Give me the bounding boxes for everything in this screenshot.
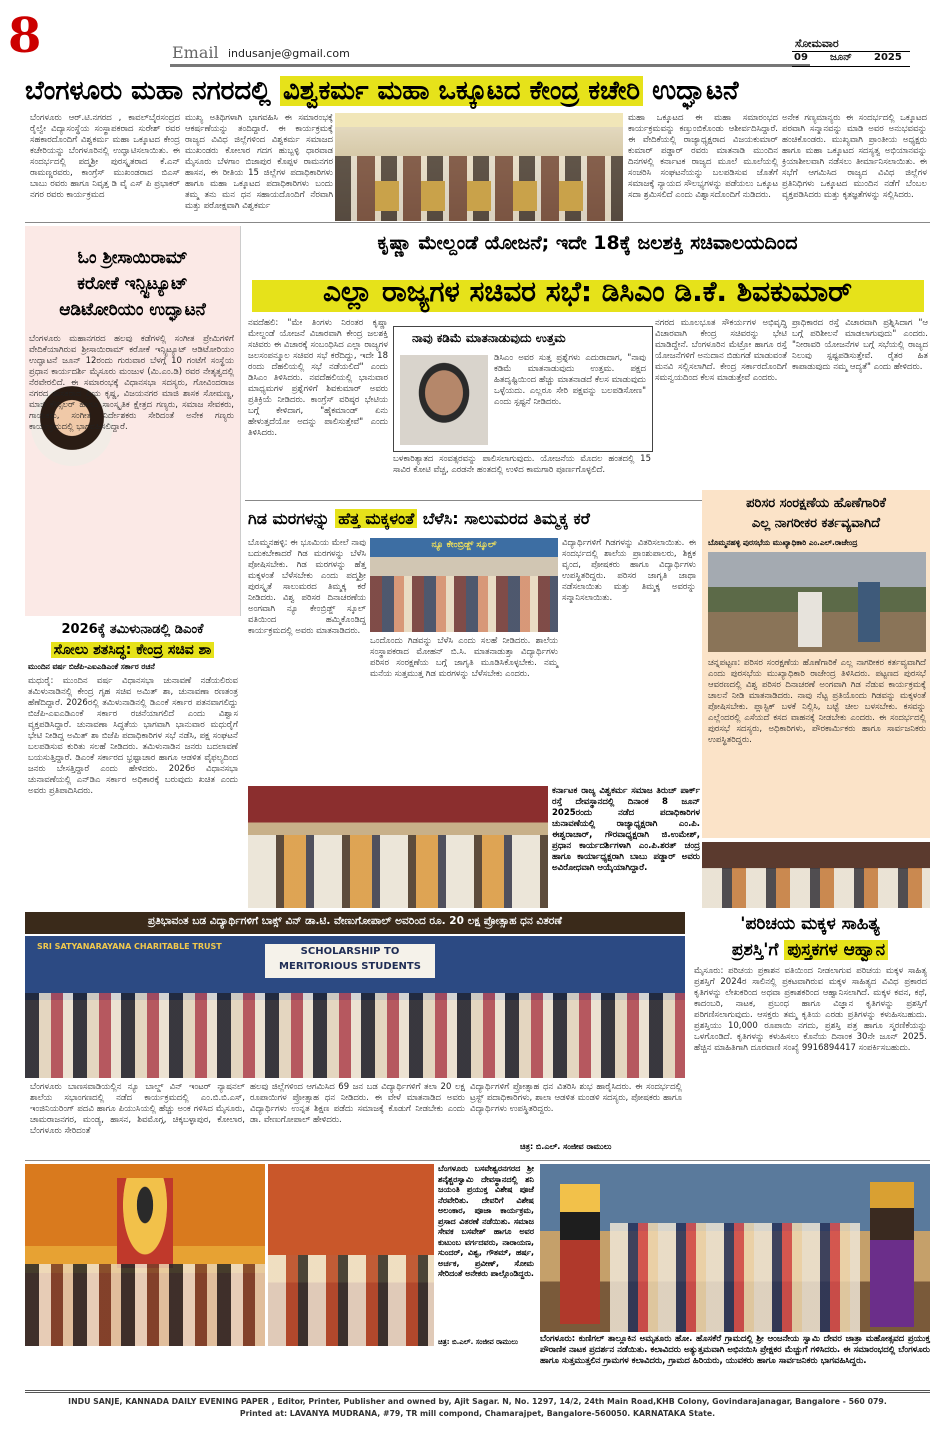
karaoke-headline-2: ಕರೋಕೆ ಇನ್ಸ್ಟಿಟ್ಯೂಟ್ (77, 274, 188, 294)
timmakka-photo (370, 538, 558, 632)
timmakka-col-2: ಒಂದೊಂದು ಗಿಡವನ್ನು ಬೆಳೆಸಿ ಎಂದು ಸಲಹೆ ನೀಡಿದರು. ಶಾಲೆಯ ಸಂಸ್ಥಾಪಕರಾದ ಮೋಹನ್ ಬಿ.ಸಿ. ಮಾತನಾಡುತ್ತಾ ವಿದ್ಯಾರ್ಥಿಗಳು ಪರಿಸರ ಸಂರಕ್ಷಣೆಯ ಬಗ್ಗೆ ಜಾಗೃತಿ ಮೂಡಿಸಿಕೊಳ್ಳಬೇಕು. ನಮ್ಮ ಮನೆಯ ಸುತ್ತಮುತ್ತ ಗಿಡ ಮರಗಳನ್ನು ಬೆಳೆಸಬೇಕು ಎಂದರು. (370, 636, 558, 679)
email-label: Email (172, 43, 219, 62)
sahitya-body: ಮೈಸೂರು: ಪರಿಚಯ ಪ್ರಕಾಶನ ವತಿಯಿಂದ ನೀಡಲಾಗುವ ಪರಿಚಯ ಮಕ್ಕಳ ಸಾಹಿತ್ಯ ಪ್ರಶಸ್ತಿಗೆ 2024ರ ಸಾಲಿನಲ್ಲಿ ಪ್ರಕಟವಾಗಿರುವ ಮಕ್ಕಳ ಸಾಹಿತ್ಯದ ವಿವಿಧ ಪ್ರಕಾರದ ಕೃತಿಗಳನ್ನು ಲೇಖಕರಿಂದ ಅಥವಾ ಪ್ರಕಾಶಕರಿಂದ ಆಹ್ವಾನಿಸಲಾಗಿದೆ. ಮಕ್ಕಳ ಕವನ, ಕಥೆ, ಕಾದಂಬರಿ, ನಾಟಕ, ಪ್ರಬಂಧ ಹಾಗೂ ವಿಜ್ಞಾನ ಕೃತಿಗಳನ್ನು ಪ್ರಶಸ್ತಿಗೆ ಪರಿಗಣಿಸಲಾಗುವುದು. ಆಸಕ್ತರು ತಮ್ಮ ಕೃತಿಯ ಎರಡು ಪ್ರತಿಗಳನ್ನು ಕಳುಹಿಸಬಹುದು. ಪ್ರಶಸ್ತಿಯು 10,000 ರೂಪಾಯಿ ನಗದು, ಪ್ರಶಸ್ತಿ ಪತ್ರ ಹಾಗೂ ಸ್ಮರಣಿಕೆಯನ್ನು ಒಳಗೊಂಡಿದೆ. ಕೃತಿಗಳನ್ನು ಕಳುಹಿಸಲು ಕೊನೆಯ ದಿನಾಂಕ 30ನೇ ಜೂನ್ 2025. ಹೆಚ್ಚಿನ ಮಾಹಿತಿಗಾಗಿ ದೂರವಾಣಿ ಸಂಖ್ಯೆ 9916894417 ಸಂಪರ್ಕಿಸಬಹುದು. (694, 966, 927, 1053)
timmakka-headline (248, 504, 696, 534)
date-day: 09 (794, 52, 808, 63)
dks-headline-2: ಎಲ್ಲಾ ರಾಜ್ಯಗಳ ಸಚಿವರ ಸಭೆ: ಡಿಸಿಎಂ ಡಿ.ಕೆ. ಶಿವಕುಮಾರ್ (322, 275, 853, 308)
dmk-subhead: ಮುಂದಿನ ವರ್ಷ ಬಿಜೆಪಿ-ಎಐಎಡಿಎಂಕೆ ಸರ್ಕಾರ ರಚನೆ (28, 662, 155, 671)
lead-col-2: ಮುಖ್ಯ ಅತಿಥಿಗಳಾಗಿ ಭಾಗವಹಿಸಿ ಈ ಸಮಾರಂಭಕ್ಕೆ ಆಕರ್ಷಣೆಯನ್ನು ತಂದಿದ್ದಾರೆ. ಈ ಕಾರ್ಯಕ್ರಮಕ್ಕೆ ರಾಜ್ಯದ ವಿವಿಧ ಜಿಲ್ಲೆಗಳಿಂದ ವಿಶ್ವಕರ್ಮ ಸಮಾಜದ ಮುಖಂಡರು ಕೋಲಾರ ಗದಗ ಹುಬ್ಬಳ್ಳಿ ಧಾರವಾಡ ಮೈಸೂರು ಬೆಳಗಾಂ ಬಿಜಾಪುರ ಕೊಪ್ಪಳ ರಾಮನಗರ ಹಾಸನ, ಈ ರೀತಿಯ 15 ಜಿಲ್ಲೆಗಳ ಪದಾಧಿಕಾರಿಗಳು ಹಾಗೂ ಮಹಾ ಒಕ್ಕೂಟದ ಪದಾಧಿಕಾರಿಗಳು ಬಂದು ತಮ್ಮ ತನು ಮನ ಧನ ಸಹಾಯದೊಂದಿಗೆ ನೆರವಾಗಿ ಮತ್ತು ಪರೋಕ್ಷವಾಗಿ ವಿಶ್ವಕರ್ಮ (185, 113, 333, 211)
dks-col-3: ನಗರದ ಮೂಲಭೂತ ಸೌಕರ್ಯಗಳ ಅಭಿವೃದ್ಧಿ ವಿಚಾರವಾಗಿ ಕೇಂದ್ರ ಸಚಿವರನ್ನು ಭೇಟಿ ಮಾಡಿದ್ದೇನೆ. ಬೆಂಗಳೂರಿನ ಮೆಟ್ರೋ ಹಾಗೂ ರಸ್ತೆ ಯೋಜನೆಗಳಿಗೆ ಅನುದಾನ ಬಿಡುಗಡೆ ಮಾಡುವಂತೆ ಮನವಿ ಸಲ್ಲಿಸಲಾಗಿದೆ. ಕೇಂದ್ರ ಸರ್ಕಾರದೊಂದಿಗೆ ಸಮನ್ವಯದಿಂದ ಕೆಲಸ ಮಾಡುತ್ತೇವೆ ಎಂದರು. (655, 318, 787, 383)
dks-inset-text: ಡಿಸಿಎಂ ಅವರ ಸುತ್ತ ಪ್ರಶ್ನೆಗಳು ಎದುರಾದಾಗ, "ನಾವು ಕಡಿಮೆ ಮಾತನಾಡುವುದು ಉತ್ತಮ. ಪಕ್ಷದ ಹಿತದೃಷ್ಟಿಯಿಂದ ಹೆಚ್ಚು ಮಾತನಾಡದೆ ಕೆಲಸ ಮಾಡುವುದು ಒಳ್ಳೆಯದು. ಎಲ್ಲರೂ ಸೇರಿ ಪಕ್ಷವನ್ನು ಬಲಪಡಿಸೋಣ" ಎಂದು ಸ್ಪಷ್ಟನೆ ನೀಡಿದರು. (494, 353, 646, 407)
idol-frames (375, 181, 585, 211)
scholarship-credit: ಚಿತ್ರ: ಬಿ.ಎಲ್. ಸಂಜೀವ ರಾಮುಲು (520, 1142, 612, 1151)
scholarship-col-1: ಬೆಂಗಳೂರು ಬಾಣಸವಾಡಿಯಲ್ಲಿನ ನ್ಯೂ ಬಾಲ್ಡ್ ವಿನ್ ಇಂಟರ್ ನ್ಯಾಷನಲ್ ಶಾಲೆಯ ಸಭಾಂಗಣದಲ್ಲಿ ನಡೆದ ಕಾರ್ಯಕ್ರಮದಲ್ಲಿ ಎಂ.ಬಿ.ಬಿ.ಎಸ್, ಇಂಜಿನಿಯರಿಂಗ್ ಪದವಿ ಹಾಗೂ ಪಿಯುಸಿಯಲ್ಲಿ ಹೆಚ್ಚು ಅಂಕ ಗಳಿಸಿದ ಮೈಸೂರು, ಚಾಮರಾಜನಗರ, ಮಂಡ್ಯ, ಹಾಸನ, ಶಿವಮೊಗ್ಗ, ಚಿಕ್ಕಬಳ್ಳಾಪುರ, ಕೋಲಾರ, ಬೆಂಗಳೂರು ಸೇರಿದಂತೆ (30, 1082, 245, 1136)
page-number: 8 (8, 8, 42, 64)
scholarship-photo (25, 936, 685, 1078)
dks-headline-1: ಕೃಷ್ಣಾ ಮೇಲ್ದಂಡೆ ಯೋಜನೆ; ಇದೇ 18ಕ್ಕೆ ಜಲಶಕ್ತಿ ಸಚಿವಾಲಯದಿಂದ (377, 232, 798, 254)
lead-headline-part3: ಉದ್ಘಾಟನೆ (652, 76, 739, 106)
dks-bottom: ಬಳಕಾರಿತ್ಯಾತದ ಸಂವತ್ಸರವನ್ನು ಪಾಲಿಸಲಾಗುವುದು. ಯೋಜನೆಯ ಮೊದಲ ಹಂತದಲ್ಲಿ 15 ಸಾವಿರ ಕೋಟಿ ವೆಚ್ಚ, ಎರಡನೇ ಹಂತದಲ್ಲಿ ಉಳಿದ ಕಾಮಗಾರಿ ಪೂರ್ಣಗೊಳ್ಳಲಿದೆ. (393, 454, 651, 475)
date-month: ಜೂನ್ (830, 52, 852, 63)
lead-headline-highlight: ವಿಶ್ವಕರ್ಮ ಮಹಾ ಒಕ್ಕೂಟದ ಕೇಂದ್ರ ಕಚೇರಿ (280, 76, 643, 106)
scholarship-banner (25, 912, 685, 934)
lead-headline-part1: ಬೆಂಗಳೂರು ಮಹಾ ನಗರದಲ್ಲಿ (25, 76, 271, 106)
timmakka-col-1: ಬೊಮ್ಮನಹಳ್ಳಿ: ಈ ಭೂಮಿಯ ಮೇಲೆ ನಾವು ಬದುಕಬೇಕಾದರೆ ಗಿಡ ಮರಗಳನ್ನು ಬೆಳೆಸಿ ಪೋಷಿಸಬೇಕು. ಗಿಡ ಮರಗಳನ್ನು ಹೆತ್ತ ಮಕ್ಕಳಂತೆ ಬೆಳೆಸಬೇಕು ಎಂದು ಪದ್ಮಶ್ರೀ ಪುರಸ್ಕೃತೆ ಸಾಲುಮರದ ತಿಮ್ಮಕ್ಕ ಕರೆ ನೀಡಿದರು. ವಿಶ್ವ ಪರಿಸರ ದಿನಾಚರಣೆಯ ಅಂಗವಾಗಿ ನ್ಯೂ ಕೇಂಬ್ರಿಡ್ಜ್ ಸ್ಕೂಲ್ ವತಿಯಿಂದ ಹಮ್ಮಿಕೊಂಡಿದ್ದ ಕಾರ್ಯಕ್ರಮದಲ್ಲಿ ಅವರು ಮಾತನಾಡಿದರು. (248, 538, 366, 636)
email-address[interactable]: indusanje@gmail.com (228, 47, 350, 60)
scholarship-stage-title: SCHOLARSHIP TO MERITORIOUS STUDENTS (265, 944, 435, 978)
timmakka-col-3: ವಿದ್ಯಾರ್ಥಿಗಳಿಗೆ ಗಿಡಗಳನ್ನು ವಿತರಿಸಲಾಯಿತು. ಈ ಸಂದರ್ಭದಲ್ಲಿ ಶಾಲೆಯ ಪ್ರಾಂಶುಪಾಲರು, ಶಿಕ್ಷಕ ವೃಂದ, ಪೋಷಕರು ಹಾಗೂ ವಿದ್ಯಾರ್ಥಿಗಳು ಉಪಸ್ಥಿತರಿದ್ದರು. ಪರಿಸರ ಜಾಗೃತಿ ಜಾಥಾ ನಡೆಸಲಾಯಿತು ಮತ್ತು ತಿಮ್ಮಕ್ಕ ಅವರನ್ನು ಸನ್ಮಾನಿಸಲಾಯಿತು. (562, 538, 696, 603)
scholarship-col-2: ಹಲವು ಜಿಲ್ಲೆಗಳಿಂದ ಆಗಮಿಸಿದ 69 ಜನ ಬಡ ವಿದ್ಯಾರ್ಥಿಗಳಿಗೆ ತಲಾ 20 ಲಕ್ಷ ರೂಪಾಯಿಗಳ ಪ್ರೋತ್ಸಾಹ ಧನ ನೀಡಿದರು. ಈ ವೇಳೆ ಮಾತನಾಡಿದ ಅವರು ವಿದ್ಯಾರ್ಥಿಗಳು ಉನ್ನತ ಶಿಕ್ಷಣ ಪಡೆದು ಸಮಾಜಕ್ಕೆ ಕೊಡುಗೆ ನೀಡಬೇಕು ಎಂದು ಡಾ. ವೇಣುಗೋಪಾಲ್ ಹೇಳಿದರು. (250, 1082, 465, 1125)
footer (25, 1390, 930, 1421)
parisara-headline-1: ಪರಿಸರ ಸಂರಕ್ಷಣೆಯ ಹೊಣೆಗಾರಿಕೆ (746, 496, 886, 511)
lead-col-4: ಅನೇಕ ಗಣ್ಯಮಾನ್ಯರು ಈ ಸಂದರ್ಭದಲ್ಲಿ ಒಕ್ಕೂಟದ ಪರವಾಗಿ ಸನ್ಮಾನವನ್ನು ಮಾಡಿ ಅವರ ಅನುಭವವನ್ನು ಹಂಚಿಕೊಂಡರು. ಮುಖ್ಯವಾಗಿ ಪ್ರಾಂತೀಯ ಅಧ್ಯಕ್ಷರು ಹಾಗೂ ಮಹಾ ಒಕ್ಕೂಟದ ಸದಸ್ಯತ್ವ ಅಭಿಯಾನವನ್ನು ಕ್ರಿಯಾಶೀಲವಾಗಿ ನಡೆಸಲು ತೀರ್ಮಾನಿಸಲಾಯಿತು. ಈ ಸಭೆಗೆ ಆಗಮಿಸಿದ ರಾಜ್ಯದ ವಿವಿಧ ಜಿಲ್ಲೆಗಳ ಪ್ರತಿನಿಧಿಗಳು ಒಕ್ಕೂಟದ ಮುಂದಿನ ನಡೆಗೆ ಬೆಂಬಲ ವ್ಯಕ್ತಪಡಿಸಿದರು ಮತ್ತು ಕೃತಜ್ಞತೆಗಳನ್ನು ಸಲ್ಲಿಸಿದರು. (782, 113, 927, 200)
person-figure (858, 582, 880, 642)
parisara-subhead: ಬೊಮ್ಮನಹಳ್ಳಿ ಪುರಸಭೆಯ ಮುಖ್ಯಾಧಿಕಾರಿ ಎಂ.ಎಲ್.ರಾಜೇಂದ್ರ (708, 538, 858, 547)
costume-figure (560, 1184, 600, 1324)
deity-figure (117, 1178, 173, 1268)
group-figures (25, 1264, 265, 1346)
temple-credit: ಚಿತ್ರ: ಬಿ.ಎಲ್. ಸಂಜೀವ ರಾಮುಲು (438, 1338, 518, 1346)
lead-photo (335, 113, 623, 221)
parisara-headline-2: ಎಲ್ಲ ನಾಗರೀಕರ ಕರ್ತವ್ಯವಾಗಿದೆ (751, 516, 881, 531)
sahitya-headline-2-part1: ಪ್ರಶಸ್ತಿ'ಗೆ (731, 940, 779, 960)
dmk-body: ಮಧುರೈ: ಮುಂದಿನ ವರ್ಷ ವಿಧಾನಸಭಾ ಚುನಾವಣೆ ನಡೆಯಲಿರುವ ತಮಿಳುನಾಡಿನಲ್ಲಿ ಕೇಂದ್ರ ಗೃಹ ಸಚಿವ ಅಮಿತ್ ಶಾ, ಚುನಾವಣಾ ರಣತಂತ್ರ ಹೆಣೆದಿದ್ದಾರೆ. 2026ರಲ್ಲಿ ತಮಿಳುನಾಡಿನಲ್ಲಿ ಡಿಎಂಕೆ ಸರ್ಕಾರ ಪತನವಾಗಲಿದ್ದು ಬಿಜೆಪಿ-ಎಐಎಡಿಎಂಕೆ ಸರ್ಕಾರ ರಚನೆಯಾಗಲಿದೆ ಎಂದು ವಿಶ್ವಾಸ ವ್ಯಕ್ತಪಡಿಸಿದ್ದಾರೆ. ಚುನಾವಣಾ ಸಿದ್ಧತೆಯ ಭಾಗವಾಗಿ ಭಾನುವಾರ ಮಧುರೈಗೆ ಭೇಟಿ ನೀಡಿದ್ದ ಅಮಿತ್ ಶಾ ಬಿಜೆಪಿ ಪದಾಧಿಕಾರಿಗಳ ಸಭೆ ನಡೆಸಿ, ಪಕ್ಷ ಸಂಘಟನೆ ಬಲಪಡಿಸುವ ಕುರಿತು ಸಲಹೆ ನೀಡಿದರು. ತಮಿಳುನಾಡಿನ ಜನರು ಬದಲಾವಣೆ ಬಯಸುತ್ತಿದ್ದಾರೆ. ಡಿಎಂಕೆ ಸರ್ಕಾರದ ಭ್ರಷ್ಟಾಚಾರ ಹಾಗೂ ಆಡಳಿತ ವೈಫಲ್ಯದಿಂದ ಜನರು ಬೇಸತ್ತಿದ್ದಾರೆ ಎಂದು ಹೇಳಿದರು. 2026ರ ವಿಧಾನಸಭಾ ಚುನಾವಣೆಯಲ್ಲಿ ಎನ್‌ಡಿಎ ಸರ್ಕಾರ ಅಧಿಕಾರಕ್ಕೆ ಬರುವುದು ಖಚಿತ ಎಂದು ಅವರು ಪ್ರತಿಪಾದಿಸಿದರು. (28, 676, 238, 796)
person-figure (798, 592, 822, 647)
sahitya-headline-2 (690, 940, 930, 960)
drama-caption: ಬೆಂಗಳೂರು: ಕುಣಿಗಲ್ ತಾಲ್ಲೂಕಿನ ಅಮೃತೂರು ಹೋ. ಹೊಸಕೆರೆ ಗ್ರಾಮದಲ್ಲಿ ಶ್ರೀ ಆಂಜನೇಯ ಸ್ವಾಮಿ ದೇವರ ಜಾತ್ರಾ ಮಹೋತ್ಸವದ ಪ್ರಯುಕ್ತ ಪೌರಾಣಿಕ ನಾಟಕ ಪ್ರದರ್ಶನ ನಡೆಯಿತು. ಕಲಾವಿದರು ಅತ್ಯುತ್ತಮವಾಗಿ ಅಭಿನಯಿಸಿ ಪ್ರೇಕ್ಷಕರ ಮೆಚ್ಚುಗೆ ಗಳಿಸಿದರು. ಈ ಸಮಾರಂಭದಲ್ಲಿ ಬೆಂಗಳೂರು ಹಾಗೂ ಸುತ್ತಮುತ್ತಲಿನ ಗ್ರಾಮಗಳ ಕಲಾವಿದರು, ಗ್ರಾಮದ ಹಿರಿಯರು, ಯುವಕರು ಹಾಗೂ ಸಾರ್ವಜನಿಕರು ಭಾಗವಹಿಸಿದ್ದರು. (540, 1334, 930, 1366)
parisara-box (702, 490, 930, 838)
group-figures (370, 576, 558, 632)
parisara-body: ಚನ್ನಪಟ್ಟಣ: ಪರಿಸರ ಸಂರಕ್ಷಣೆಯ ಹೊಣೆಗಾರಿಕೆ ಎಲ್ಲ ನಾಗರೀಕರ ಕರ್ತವ್ಯವಾಗಿದೆ ಎಂದು ಪುರಸಭೆಯ ಮುಖ್ಯಾಧಿಕಾರಿ ರಾಜೇಂದ್ರ ತಿಳಿಸಿದರು. ಪಟ್ಟಣದ ಪುರಸಭೆ ಆವರಣದಲ್ಲಿ ವಿಶ್ವ ಪರಿಸರ ದಿನಾಚರಣೆ ಅಂಗವಾಗಿ ಗಿಡ ನೆಡುವ ಕಾರ್ಯಕ್ರಮಕ್ಕೆ ಚಾಲನೆ ನೀಡಿ ಮಾತನಾಡಿದರು. ನಾವು ನೆಟ್ಟ ಪ್ರತಿಯೊಂದು ಗಿಡವನ್ನು ಮಕ್ಕಳಂತೆ ಪೋಷಿಸಬೇಕು. ಪ್ಲಾಸ್ಟಿಕ್ ಬಳಕೆ ನಿಲ್ಲಿಸಿ, ಬಟ್ಟೆ ಚೀಲ ಬಳಸಬೇಕು. ಕಸವನ್ನು ಎಲ್ಲೆಂದರಲ್ಲಿ ಎಸೆಯದೆ ಕಸದ ವಾಹನಕ್ಕೆ ನೀಡಬೇಕು ಎಂದರು. ಈ ಸಂದರ್ಭದಲ್ಲಿ ಪುರಸಭೆ ಸದಸ್ಯರು, ಅಧಿಕಾರಿಗಳು, ಪೌರಕಾರ್ಮಿಕರು ಹಾಗೂ ಸಾರ್ವಜನಿಕರು ಉಪಸ್ಥಿತರಿದ್ದರು. (708, 658, 926, 745)
group-figures (702, 868, 930, 908)
costume-figure (870, 1182, 914, 1327)
timmakka-headline-part1: ಗಿಡ ಮರಗಳನ್ನು (248, 509, 330, 528)
group-figures (610, 1223, 860, 1332)
parisara-photo (708, 552, 926, 652)
karaoke-body: ಬೆಂಗಳೂರು ಮಹಾನಗರದ ಹಲವು ಕಡೆಗಳಲ್ಲಿ ಸಂಗೀತ ಪ್ರೇಮಿಗಳಿಗೆ ವೇದಿಕೆಯಾಗಿರುವ ಶ್ರೀಸಾಯಿರಾಮ್ ಕರೋಕೆ ಇನ್ಸ್ಟಿಟ್ಯೂಟ್ ಆಡಿಟೋರಿಯಂ ಉದ್ಘಾಟನೆ ಜೂನ್ 12ರಂದು ಗುರುವಾರ ಬೆಳಗ್ಗೆ 10 ಗಂಟೆಗೆ ಸಂಸ್ಥೆಯ ಪ್ರಧಾನ ಕಾರ್ಯದರ್ಶಿ ಮೈಸೂರು ಮಂಜುಳ (ಮಿ.ಎಂ.ಡಿ) ರವರ ನೇತೃತ್ವದಲ್ಲಿ ನೆರವೇರಲಿದೆ. ಈ ಸಮಾರಂಭಕ್ಕೆ ವಿಧಾನಸಭಾ ಸದಸ್ಯರು, ಗೋವಿಂದರಾಜ ನಗರದ ಶಾಸಕರಾದ ಪ್ರಿಯ ಕೃಷ್ಣ, ವಿಜಯನಗರ ಮಾಜಿ ಶಾಸಕ ಸೋಮಣ್ಣ, ಮಾಜಿ ಕೌನ್ಸಿಲರ್ ಹಾಗೂ ಸಾಂಸ್ಕೃತಿಕ ಕ್ಷೇತ್ರದ ಗಣ್ಯರು, ಸಮಾಜ ಸೇವಕರು, ಗಾಯಕರು, ಸಂಗೀತ ನಿರ್ದೇಶಕರು ಸೇರಿದಂತೆ ಅನೇಕ ಗಣ್ಯರು ಕಾರ್ಯಕ್ರಮದಲ್ಲಿ ಭಾಗವಹಿಸಲಿದ್ದಾರೆ. (29, 334, 234, 432)
date-year: 2025 (874, 52, 902, 63)
footer-line-2: Printed at: LAVANYA MUDRANA, #79, TR mill compond, Chamarajpet, Bangalore-560050. KARNATAKA State. (239, 1409, 716, 1418)
lead-headline (25, 72, 925, 110)
group-figures (25, 993, 685, 1078)
karaoke-headline-3: ಆಡಿಟೋರಿಯಂ ಉದ್ಘಾಟನೆ (59, 300, 206, 320)
dks-portrait (400, 355, 488, 445)
temple-caption: ಬೆಂಗಳೂರು ಬಸವೇಶ್ವರನಗರದ ಶ್ರೀ ಶನೈಶ್ಚರಸ್ವಾಮಿ ದೇವಸ್ಥಾನದಲ್ಲಿ ಶನಿ ಜಯಂತಿ ಪ್ರಯುಕ್ತ ವಿಶೇಷ ಪೂಜೆ ನೆರವೇರಿತು. ದೇವರಿಗೆ ವಿಶೇಷ ಅಲಂಕಾರ, ಪೂಜಾ ಕಾರ್ಯಕ್ರಮ, ಪ್ರಸಾದ ವಿತರಣೆ ನಡೆಯಿತು. ಸಮಾಜ ಸೇವಕ ಬಸವೇಶ್ ಹಾಗೂ ಅವರ ಕುಟುಂಬ ವರ್ಗದವರು, ನಾರಾಯಣ, ಸುಂದರ್, ವಿಶ್ವ, ಗೌತಮ್, ಹರ್ಷ, ಅರ್ಚಕ, ಪ್ರವೀಣ್, ಸೋಮ ಸೇರಿದಂತೆ ಅನೇಕರು ಪಾಲ್ಗೊಂಡಿದ್ದರು. (438, 1164, 534, 1278)
school-banner-text: ನ್ಯೂ ಕೇಂಬ್ರಿಡ್ಜ್ ಸ್ಕೂಲ್ (431, 540, 497, 550)
drama-photo (540, 1164, 930, 1332)
karaoke-headline-1: ಓಂ ಶ್ರೀಸಾಯಿರಾಮ್ (77, 248, 188, 268)
lead-col-3: ಮಹಾ ಒಕ್ಕೂಟದ ಈ ಮಹಾ ಸಮಾರಂಭದ ಕಾರ್ಯಕ್ರಮವನ್ನು ಕಣ್ತುಂಬಿಕೊಂಡು ಆಶೀರ್ವದಿಸಿದ್ದಾರೆ. ಈ ವೇದಿಕೆಯಲ್ಲಿ ರಾಜ್ಯಾಧ್ಯಕ್ಷರಾದ ವಿಜಯಕುಮಾರ್ ಕುಮಾರ್ ಪಡ್ಡಾರ್ ರವರು ಮಾತನಾಡಿ ಮುಂದಿನ ದಿನಗಳಲ್ಲಿ ಕರ್ನಾಟಕ ರಾಜ್ಯದ ಮೂಲೆ ಮೂಲೆಯಲ್ಲಿ ಸಂಚರಿಸಿ ಸಂಘಟನೆಯನ್ನು ಬಲಪಡಿಸುವ ಜೊತೆಗೆ ಸಮಾಜಕ್ಕೆ ನ್ಯಾಯದ ಸೌಲಭ್ಯಗಳನ್ನು ಪಡೆಯಲು ಒಕ್ಕೂಟ ಸದಾ ಶ್ರಮಿಸಲಿದೆ ಎಂದು ವಿಶ್ವಾಸದೊಂದಿಗೆ ನುಡಿದರು. (628, 113, 778, 200)
temple-photo-2 (268, 1164, 434, 1346)
divider (25, 1160, 930, 1161)
sanmana-caption: ಕರ್ನಾಟಕ ರಾಜ್ಯ ವಿಶ್ವಕರ್ಮ ಸಮಾಜ ತಿರುಚ್ ಪಾರ್ಕ್ ರಸ್ತೆ ದೇವಸ್ಥಾನದಲ್ಲಿ ದಿನಾಂಕ 8 ಜೂನ್ 2025ರಂದು ನಡೆದ ಪದಾಧಿಕಾರಿಗಳ ಚುನಾವಣೆಯಲ್ಲಿ ರಾಜ್ಯಾಧ್ಯಕ್ಷರಾಗಿ ಎಂ.ಪಿ. ಈಶ್ವರಾಚಾರ್, ಗೌರವಾಧ್ಯಕ್ಷರಾಗಿ ಜಿ.ಉಮೇಶ್, ಪ್ರಧಾನ ಕಾರ್ಯದರ್ಶಿಗಳಾಗಿ ಎಂ.ಪಿ.ಶರತ್ ಚಂದ್ರ ಹಾಗೂ ಕಾರ್ಯಾಧ್ಯಕ್ಷರಾಗಿ ಬಾಬು ಪಡ್ಡಾರ್ ಅವರು ಅವಿರೋಧವಾಗಿ ಆಯ್ಕೆಯಾಗಿದ್ದಾರೆ. (552, 786, 700, 873)
dmk-headline-2 (25, 642, 240, 658)
sahitya-headline-1: 'ಪರಿಚಯ ಮಕ್ಕಳ ಸಾಹಿತ್ಯ (740, 914, 880, 934)
karaoke-box (25, 226, 241, 616)
dks-inset-title: ನಾವು ಕಡಿಮೆ ಮಾತನಾಡುವುದು ಉತ್ತಮ (412, 331, 566, 345)
sahitya-headline-2-highlight: ಪುಸ್ತಕಗಳ ಆಹ್ವಾನ (784, 940, 888, 960)
group-figures (248, 835, 548, 908)
dks-col-4: ಪ್ರಾಧಿಕಾರದ ರಸ್ತೆ ವಿಚಾರವಾಗಿ ಪ್ರಶ್ನಿಸಿದಾಗ "ಆ ಬಗ್ಗೆ ಪರಿಶೀಲನೆ ಮಾಡಲಾಗುವುದು" ಎಂದರು. "ನೀರಾವರಿ ಯೋಜನೆಗಳ ಬಗ್ಗೆ ಸಭೆಯಲ್ಲಿ ರಾಜ್ಯದ ನಿಲುವು ಸ್ಪಷ್ಟಪಡಿಸುತ್ತೇವೆ. ರೈತರ ಹಿತ ಕಾಪಾಡುವುದು ನಮ್ಮ ಆದ್ಯತೆ" ಎಂದು ಹೇಳಿದರು. (792, 318, 928, 372)
scholarship-col-3: ವಿದ್ಯಾರ್ಥಿಗಳಿಗೆ ಪ್ರೋತ್ಸಾಹ ಧನ ವಿತರಿಸಿ ಶುಭ ಹಾರೈಸಿದರು. ಈ ಸಂದರ್ಭದಲ್ಲಿ ಟ್ರಸ್ಟ್ ಪದಾಧಿಕಾರಿಗಳು, ಶಾಲಾ ಆಡಳಿತ ಮಂಡಳಿ ಸದಸ್ಯರು, ಪೋಷಕರು ಹಾಗೂ ವಿದ್ಯಾರ್ಥಿಗಳು ಉಪಸ್ಥಿತರಿದ್ದರು. (470, 1082, 682, 1114)
day-label: ಸೋಮವಾರ (795, 37, 839, 50)
trust-banner-left: SRI SATYANARAYANA CHARITABLE TRUST (37, 942, 222, 951)
banner-strip (335, 113, 623, 127)
dmk-headline-2-text: ಸೋಲು ಶತಸಿದ್ಧ: ಕೇಂದ್ರ ಸಚಿವ ಶಾ (51, 642, 214, 658)
dks-col-1: ನವದೆಹಲಿ: "ಮೇ ತಿಂಗಳು ನಿರಂತರ ಕೃಷ್ಣಾ ಮೇಲ್ದಂಡೆ ಯೋಜನೆ ವಿಚಾರವಾಗಿ ಕೇಂದ್ರ ಜಲಶಕ್ತಿ ಸಚಿವರು ಈ ವಿಚಾರಕ್ಕೆ ಸಂಬಂಧಿಸಿದ ಎಲ್ಲಾ ರಾಜ್ಯಗಳ ಜಲಸಂಪನ್ಮೂಲ ಸಚಿವರ ಸಭೆ ಕರೆದಿದ್ದು, ಇದೇ 18 ರಂದು ದೆಹಲಿಯಲ್ಲಿ ಸಭೆ ನಡೆಯಲಿದೆ" ಎಂದು ಡಿಸಿಎಂ ತಿಳಿಸಿದರು. ನವದೆಹಲಿಯಲ್ಲಿ ಭಾನುವಾರ ಮಾಧ್ಯಮಗಳ ಪ್ರಶ್ನೆಗಳಿಗೆ ಶಿವಕುಮಾರ್ ಅವರು ಪ್ರತಿಕ್ರಿಯೆ ನೀಡಿದರು. ಕಾಂಗ್ರೆಸ್ ವರಿಷ್ಠರ ಭೇಟಿಯ ಬಗ್ಗೆ ಕೇಳಿದಾಗ, "ಹೈಕಮಾಂಡ್ ಏನು ಹೇಳುತ್ತದೆಯೋ ಅದನ್ನು ಪಾಲಿಸುತ್ತೇವೆ" ಎಂದು ತಿಳಿಸಿದರು. (248, 318, 388, 438)
scholarship-banner-text: ಪ್ರತಿಭಾವಂತ ಬಡ ವಿದ್ಯಾರ್ಥಿಗಳಿಗೆ ಬಾಕ್ಸ್ ವಿನ್ ಡಾ.ಟಿ. ವೇಣುಗೋಪಾಲ್ ಅವರಿಂದ ರೂ. 20 ಲಕ್ಷ ಪ್ರೋತ್ಸಾಹ ಧನ ವಿತರಣೆ (148, 915, 562, 927)
masthead (0, 0, 945, 70)
timmakka-headline-highlight: ಹೆತ್ತ ಮಕ್ಕಳಂತೆ (335, 509, 417, 528)
dks-inset (393, 326, 653, 452)
footer-line-1: INDU SANJE, KANNADA DAILY EVENING PAPER , Editor, Printer, Publisher and owned by, Ajit Sagar. N, No. 1297, 14/2, 24th Main Road,KHB Colony, Govindarajanagar, Bangalore - 560 079. (68, 1397, 887, 1406)
timmakka-headline-part3: ಬೆಳೆಸಿ: ಸಾಲುಮರದ ತಿಮ್ಮಕ್ಕ ಕರೆ (422, 509, 590, 528)
group-figures (268, 1255, 434, 1346)
date-box (792, 51, 910, 67)
lead-col-1: ಬೆಂಗಳೂರು ಆರ್.ಟಿ.ನಗರದ , ಕಾವಲ್‌ಬೈರಸಂದ್ರದ ರೈಲ್ವೇ ವಿದ್ಯಾಸಂಸ್ಥೆಯ ಸಂಸ್ಥಾಪಕರಾದ ಸುರೇಶ್ ರವರ ಸಹಕಾರದೊಂದಿಗೆ ವಿಶ್ವಕರ್ಮ ಮಹಾ ಒಕ್ಕೂಟದ ಕೇಂದ್ರ ಕಚೇರಿಯನ್ನು ಬೆಂಗಳೂರಿನಲ್ಲಿ ಉದ್ಘಾಟಿಸಲಾಯಿತು. ಈ ಸಂದರ್ಭದಲ್ಲಿ ಪದ್ಮಶ್ರೀ ಪುರಸ್ಕೃತರಾದ ಕೆ.ಎನ್ ರಾಮಣ್ಣರವರು, ಕಾಂಗ್ರೆಸ್ ಮುಖಂಡರಾದ ಬಿಎಸ್ ಬಾಬು ರವರು ಹಾಗೂ ನಿವೃತ್ತ ಡಿ ವೈ ಎಸ್ ಪಿ ಪ್ರಭಾಕರ್ ನಗರ ರವರು ಕಾರ್ಯಕ್ರಮದ (30, 113, 180, 200)
sanmana-photo-2 (702, 842, 930, 908)
sanmana-photo (248, 786, 548, 908)
temple-photo (25, 1164, 265, 1346)
dmk-headline-1: 2026ಕ್ಕೆ ತಮಿಳುನಾಡಲ್ಲಿ ಡಿಎಂಕೆ (61, 622, 204, 637)
header-rule (170, 64, 810, 67)
divider (25, 222, 930, 223)
